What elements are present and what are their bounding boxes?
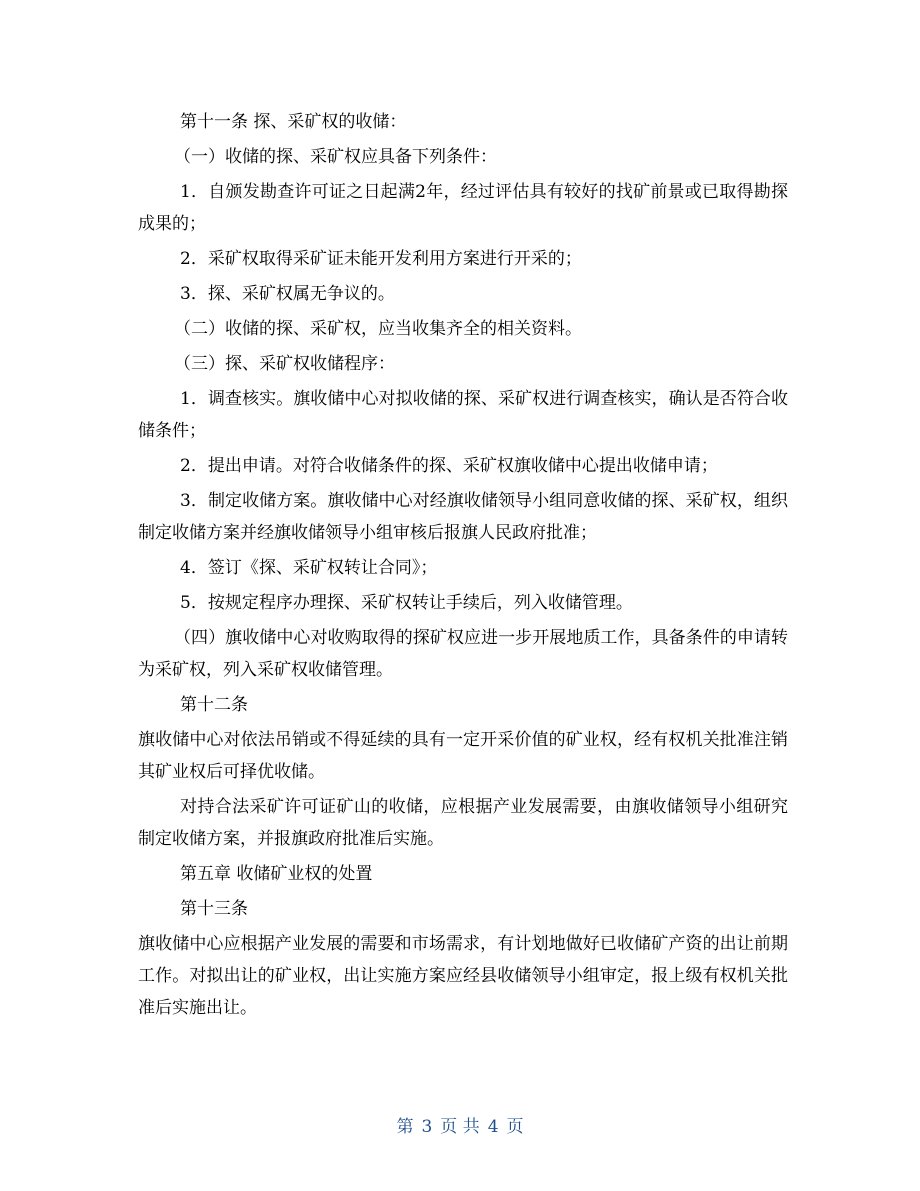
article-12-title: 第十二条 — [180, 695, 248, 715]
paragraph: 2．提出申请。对符合收储条件的探、采矿权旗收储中心提出收储申请； — [180, 456, 718, 476]
paragraph: 4．签订《探、采矿权转让合同》； — [180, 558, 438, 578]
page-footer — [0, 1112, 920, 1137]
article-13-title: 第十三条 — [180, 899, 248, 919]
footer-middle: 页 共 — [440, 1117, 480, 1137]
footer-suffix: 页 — [506, 1117, 524, 1137]
footer-prefix: 第 — [396, 1117, 414, 1137]
paragraph: 2．采矿权取得采矿证未能开发利用方案进行开采的； — [180, 249, 582, 269]
paragraph: 1．调查核实。旗收储中心对拟收储的探、采矿权进行调查核实，确认是否符合收储条件； — [138, 389, 788, 441]
current-page-number: 3 — [421, 1117, 433, 1137]
chapter-5-title: 第五章 收储矿业权的处置 — [180, 864, 373, 884]
paragraph: 旗收储中心应根据产业发展的需要和市场需求，有计划地做好已收储矿产资的出让前期工作。对拟出让的矿业权，出让实施方案应经县收储领导小组审定，报上级有权机关批准后实施出让。 — [138, 934, 788, 1018]
paragraph: （二）收储的探、采矿权，应当收集齐全的相关资料。 — [174, 319, 582, 339]
document-body — [138, 106, 788, 1027]
paragraph: 1．自颁发勘查许可证之日起满2年，经过评估具有较好的找矿前景或已取得勘探成果的； — [138, 182, 788, 234]
total-pages-number: 4 — [487, 1117, 499, 1137]
paragraph: （三）探、采矿权收储程序： — [174, 354, 395, 374]
paragraph: （一）收储的探、采矿权应具备下列条件： — [174, 147, 497, 167]
paragraph: 3．探、采矿权属无争议的。 — [180, 284, 395, 304]
paragraph: 旗收储中心对依法吊销或不得延续的具有一定开采价值的矿业权，经有权机关批准注销其矿业权后可择优收储。 — [138, 730, 788, 782]
paragraph: （四）旗收储中心对收购取得的探矿权应进一步开展地质工作，具备条件的申请转为采矿权，列入采矿权收储管理。 — [138, 628, 788, 680]
paragraph: 3．制定收储方案。旗收储中心对经旗收储领导小组同意收储的探、采矿权，组织制定收储方案并经旗收储领导小组审核后报旗人民政府批准； — [138, 491, 788, 543]
paragraph: 5．按规定程序办理探、采矿权转让手续后，列入收储管理。 — [180, 593, 633, 613]
article-11-title: 第十一条 探、采矿权的收储： — [180, 112, 407, 132]
paragraph: 对持合法采矿许可证矿山的收储，应根据产业发展需要，由旗收储领导小组研究制定收储方案，并报旗政府批准后实施。 — [138, 797, 788, 849]
